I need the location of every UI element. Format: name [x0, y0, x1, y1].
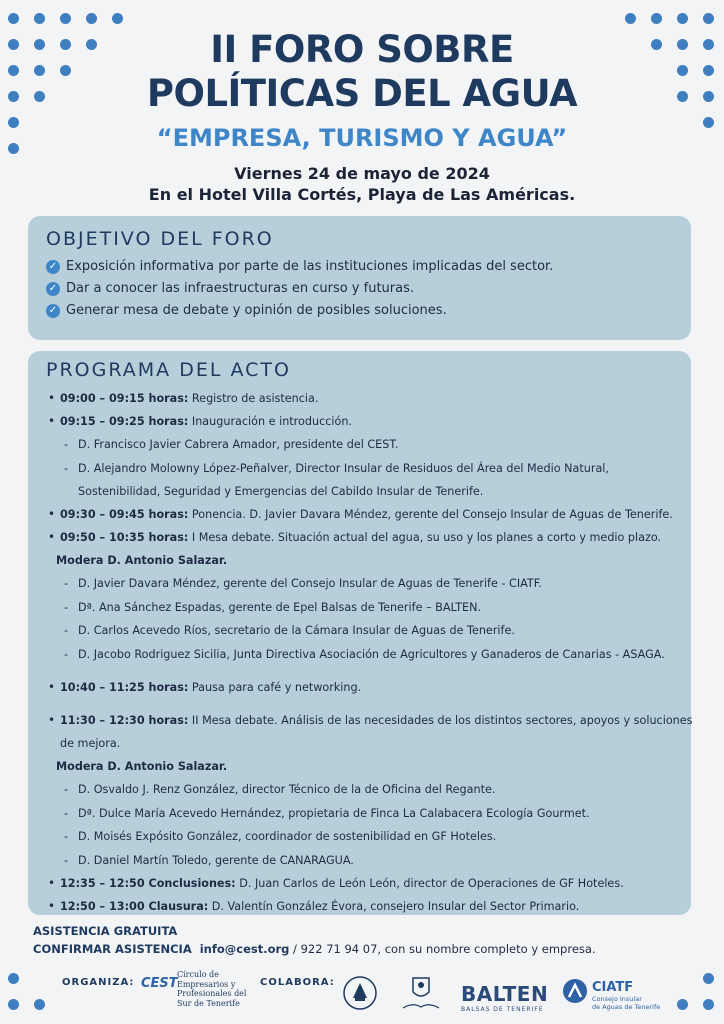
programa-time: 09:30 – 09:45 horas: — [60, 508, 189, 521]
programa-text: Registro de asistencia. — [188, 392, 319, 405]
programa-item — [46, 709, 693, 755]
decorative-dot — [112, 13, 123, 24]
mesa2-moderator: Modera D. Antonio Salazar. — [56, 760, 228, 773]
speaker-item: - D. Jacobo Rodriguez Sicilia, Junta Directiva Asociación de Agricultores y Ganaderos de Canarias - ASAGA. — [60, 643, 673, 667]
page-subtitle: “EMPRESA, TURISMO Y AGUA” — [156, 124, 568, 152]
speaker-item: - D. Osvaldo J. Renz González, director Técnico de la de Oficina del Regante. — [60, 778, 673, 802]
speaker-item: - D. Alejandro Molowny López-Peñalver, Director Insular de Residuos del Área del Medio Natural, — [60, 457, 673, 481]
speaker-item: - D. Javier Davara Méndez, gerente del Consejo Insular de Aguas de Tenerife - CIATF. — [60, 572, 673, 596]
objetivo-item-text: Exposición informativa por parte de las instituciones implicadas del sector. — [66, 259, 554, 274]
cest-logo-text: Empresarios y — [177, 979, 236, 989]
programa-title: PROGRAMA DEL ACTO — [46, 359, 291, 381]
check-circle-icon: ✓ — [46, 282, 60, 296]
ciatf-logo — [562, 976, 662, 1016]
decorative-dot — [34, 13, 45, 24]
programa-item — [46, 387, 673, 410]
decorative-dot — [8, 973, 19, 984]
speaker-item: - D. Carlos Acevedo Ríos, secretario de la Cámara Insular de Aguas de Tenerife. — [60, 619, 673, 643]
event-date: Viernes 24 de mayo de 2024 — [234, 164, 490, 183]
objetivo-item — [46, 256, 673, 278]
cest-logo-text: Círculo de — [177, 970, 219, 979]
ciatf-mark-icon — [562, 978, 588, 1004]
objetivo-list — [46, 256, 673, 322]
ciatf-logo-name: CIATF — [592, 980, 634, 995]
programa-item — [46, 410, 673, 503]
programa-text: Inauguración e introducción. — [188, 415, 352, 428]
ciatf-logo-sub: de Aguas de Tenerife — [592, 1002, 661, 1011]
objetivo-panel — [28, 216, 691, 340]
mesa1-speakers — [46, 572, 673, 666]
programa-list-4 — [46, 872, 673, 918]
cest-logo-text: Profesionales del — [177, 989, 247, 998]
programa-text: Ponencia. D. Javier Davara Méndez, gerente del Consejo Insular de Aguas de Tenerife. — [188, 508, 673, 521]
villa-cortes-logo — [397, 974, 445, 1016]
decorative-dot — [625, 13, 636, 24]
speaker-item: - D. Francisco Javier Cabrera Amador, presidente del CEST. — [60, 433, 673, 457]
decorative-dot — [677, 13, 688, 24]
programa-panel — [28, 351, 691, 915]
confirm-attendance-line — [33, 942, 596, 956]
speaker-item-cont: Sostenibilidad, Seguridad y Emergencias del Cabildo Insular de Tenerife. — [78, 485, 484, 498]
cest-logo-mark: CEST — [141, 976, 178, 991]
programa-time: 10:40 – 11:25 horas: — [60, 681, 189, 694]
programa-time: 11:30 – 12:30 horas: — [60, 714, 189, 727]
objetivo-item-text: Generar mesa de debate y opinión de posibles soluciones. — [66, 303, 447, 318]
programa-text: D. Valentín González Évora, consejero Insular del Sector Primario. — [208, 900, 580, 913]
inauguracion-speakers — [60, 433, 673, 480]
decorative-dot — [677, 999, 688, 1010]
decorative-dot — [8, 13, 19, 24]
speaker-item: - D. Moisés Expósito González, coordinador de sostenibilidad en GF Hoteles. — [60, 825, 673, 849]
check-circle-icon: ✓ — [46, 304, 60, 318]
programa-time: 12:35 – 12:50 Conclusiones: — [60, 877, 236, 890]
decorative-dot — [651, 13, 662, 24]
programa-list — [46, 387, 673, 549]
decorative-dot — [8, 999, 19, 1010]
programa-item — [46, 503, 673, 526]
programa-time: 09:50 – 10:35 horas: — [60, 531, 189, 544]
cest-logo-text: Sur de Tenerife — [177, 998, 240, 1008]
organiza-label: ORGANIZA: — [62, 977, 135, 988]
objetivo-item — [46, 300, 673, 322]
cabildo-tenerife-logo — [343, 974, 377, 1012]
programa-item — [46, 526, 673, 549]
mesa2-speakers — [46, 778, 673, 872]
objetivo-title: OBJETIVO DEL FORO — [46, 228, 274, 250]
free-attendance-note: ASISTENCIA GRATUITA — [33, 924, 178, 938]
page-title-line2: POLÍTICAS DEL AGUA — [146, 72, 578, 115]
programa-text-cont: de mejora. — [60, 737, 121, 750]
programa-item — [46, 676, 673, 699]
objetivo-item-text: Dar a conocer las infraestructuras en curso y futuras. — [66, 281, 414, 296]
balten-logo — [461, 982, 549, 1013]
speaker-item: - Dª. Ana Sánchez Espadas, gerente de Epel Balsas de Tenerife – BALTEN. — [60, 596, 673, 620]
cest-logo — [141, 970, 249, 1012]
contact-email-link[interactable]: info@cest.org — [199, 942, 290, 956]
programa-list-3 — [46, 709, 693, 755]
programa-list-2 — [46, 676, 673, 699]
programa-time: 12:50 – 13:00 Clausura: — [60, 900, 209, 913]
programa-time: 09:00 – 09:15 horas: — [60, 392, 189, 405]
event-venue: En el Hotel Villa Cortés, Playa de Las Américas. — [148, 185, 576, 204]
speaker-item: - Dª. Dulce María Acevedo Hernández, propietaria de Finca La Calabacera Ecología Gourmet. — [60, 802, 673, 826]
balten-logo-sub: BALSAS DE TENERIFE — [461, 1006, 544, 1013]
objetivo-item — [46, 278, 673, 300]
programa-text: D. Juan Carlos de León León, director de Operaciones de GF Hoteles. — [235, 877, 624, 890]
mesa1-moderator: Modera D. Antonio Salazar. — [56, 554, 228, 567]
ciatf-logo-sub: Consejo Insular — [592, 995, 642, 1003]
page-title-line1: II FORO SOBRE — [210, 28, 514, 71]
balten-logo-name: BALTEN — [461, 982, 549, 1006]
confirm-details: / 922 71 94 07, con su nombre completo y empresa. — [289, 942, 596, 956]
colabora-label: COLABORA: — [260, 977, 335, 988]
programa-item — [46, 895, 673, 918]
programa-text: II Mesa debate. Análisis de las necesidades de los distintos sectores, apoyos y soluciones — [188, 714, 693, 727]
decorative-dot — [86, 13, 97, 24]
programa-text: I Mesa debate. Situación actual del agua, su uso y los planes a corto y medio plazo. — [188, 531, 662, 544]
decorative-dot — [703, 999, 714, 1010]
check-circle-icon: ✓ — [46, 260, 60, 274]
confirm-label: CONFIRMAR ASISTENCIA — [33, 942, 192, 956]
decorative-dot — [703, 973, 714, 984]
speaker-item: - D. Daniel Martín Toledo, gerente de CANARAGUA. — [60, 849, 673, 873]
programa-text: Pausa para café y networking. — [188, 681, 362, 694]
decorative-dot — [703, 13, 714, 24]
programa-item — [46, 872, 673, 895]
decorative-dot — [60, 13, 71, 24]
programa-time: 09:15 – 09:25 horas: — [60, 415, 189, 428]
decorative-dot — [34, 999, 45, 1010]
